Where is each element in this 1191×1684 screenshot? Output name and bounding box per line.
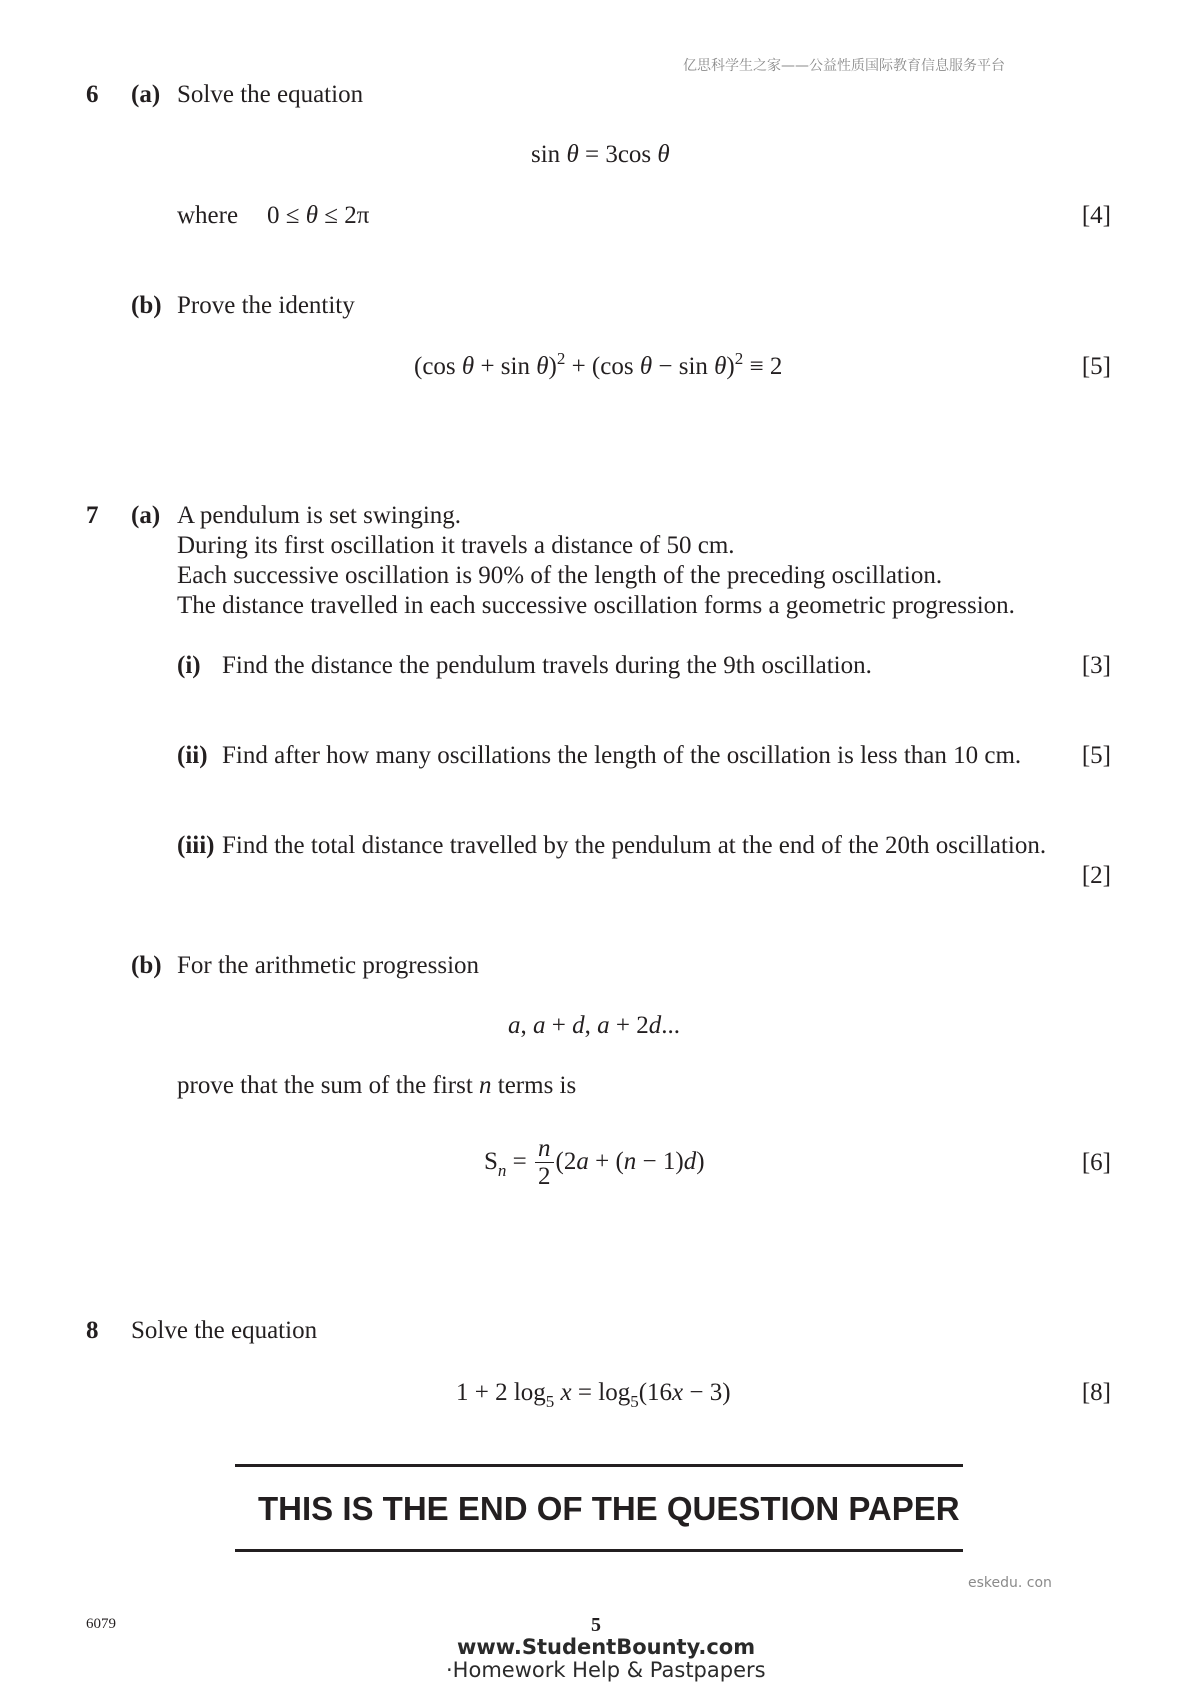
q7aii-marks: [5]	[1081, 742, 1111, 769]
q6a-text: Solve the equation	[177, 81, 364, 108]
q7aiii-text: Find the total distance travelled by the pendulum at the end of the 20th oscillation.	[222, 832, 1047, 859]
watermark-bottom: eskedu. con	[968, 1575, 1052, 1591]
q7a-line-3: Each successive oscillation is 90% of the length of the preceding oscillation.	[177, 562, 943, 589]
q8-equation: 1 + 2 $\log_5 x = \log_5(16x - 3)$	[456, 1379, 731, 1411]
q7aiii-label: (iii)	[177, 832, 215, 859]
q8-text: Solve the equation	[131, 1317, 318, 1344]
q7a-line-2: During its first oscillation it travels a distance of 50 cm.	[177, 532, 735, 559]
question-6-number: 6	[86, 81, 99, 108]
question-8-number: 8	[86, 1317, 99, 1344]
fraction-n-over-2: $\frac{n}{2}$	[535, 1136, 554, 1191]
q6a-domain: 0 ≤ θ ≤ 2π	[267, 202, 370, 229]
q6b-text: Prove the identity	[177, 292, 355, 319]
q7ai-marks: [3]	[1081, 652, 1111, 679]
q6b-identity: (cos θ + sin θ)$^2$ + (cos θ − sin θ)$^2$ ≡ 2	[414, 349, 783, 380]
q7b-sum-formula: $S_n$ = $\frac{n}{2}$ (2a + (n − 1)d)	[484, 1135, 705, 1190]
end-rule-bottom	[235, 1549, 963, 1552]
q6a-label: (a)	[131, 81, 161, 108]
q6b-marks: [5]	[1081, 353, 1111, 380]
q7b-marks: [6]	[1081, 1149, 1111, 1176]
q7b-progression: a, a + d, a + 2d...	[508, 1012, 680, 1039]
q7b-prove-text: prove that the sum of the first n terms is	[177, 1072, 577, 1099]
studentbounty-tagline: ·Homework Help & Pastpapers	[446, 1658, 766, 1682]
q7aii-text: Find after how many oscillations the length of the oscillation is less than 10 cm.	[222, 742, 1022, 769]
end-of-paper-heading: THIS IS THE END OF THE QUESTION PAPER	[258, 1490, 960, 1527]
question-7-number: 7	[86, 502, 99, 529]
q6a-equation: sin θ = 3cos θ	[531, 141, 670, 168]
q6a-marks: [4]	[1081, 202, 1111, 229]
q7b-label: (b)	[131, 952, 162, 979]
q8-marks: [8]	[1081, 1379, 1111, 1406]
q7b-text: For the arithmetic progression	[177, 952, 480, 979]
q7aii-label: (ii)	[177, 742, 208, 769]
q6b-label: (b)	[131, 292, 162, 319]
q7ai-text: Find the distance the pendulum travels during the 9th oscillation.	[222, 652, 872, 679]
watermark-top: 亿思科学生之家——公益性质国际教育信息服务平台	[683, 58, 1005, 74]
page-number: 5	[591, 1614, 601, 1636]
q7a-line-1: A pendulum is set swinging.	[177, 502, 462, 529]
q7ai-label: (i)	[177, 652, 201, 679]
end-rule-top	[235, 1464, 963, 1467]
studentbounty-url: www.StudentBounty.com	[457, 1635, 756, 1659]
q7a-line-4: The distance travelled in each successive oscillation forms a geometric progression.	[177, 592, 1015, 619]
q7aiii-marks: [2]	[1081, 862, 1111, 889]
q7a-label: (a)	[131, 502, 161, 529]
q6a-where-word: where	[177, 202, 239, 229]
paper-code: 6079	[86, 1616, 116, 1632]
